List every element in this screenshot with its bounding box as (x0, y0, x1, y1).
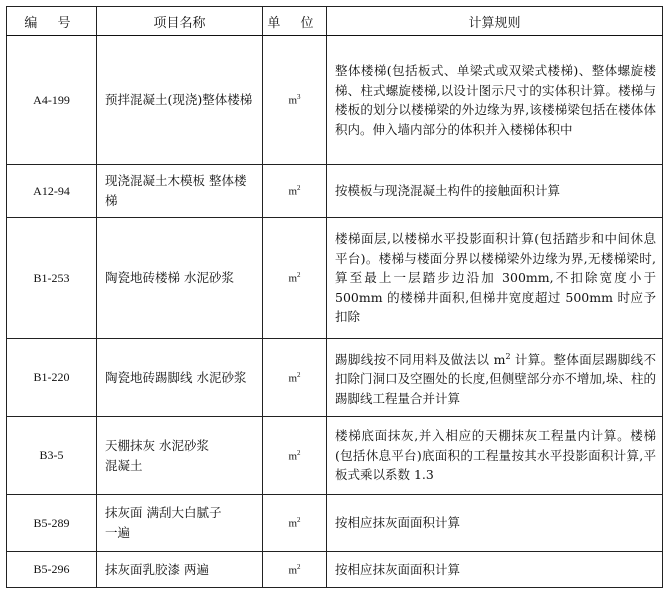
row-unit (263, 218, 327, 339)
row-unit (263, 552, 327, 588)
table-row (7, 36, 663, 165)
unit-base: m (288, 94, 298, 107)
row-code: B1-253 (7, 218, 97, 339)
row-name: 现浇混凝土木模板 整体楼梯 (97, 165, 263, 218)
quota-table-container (6, 6, 662, 588)
table-row (7, 552, 663, 588)
row-name: 预拌混凝土(现浇)整体楼梯 (97, 36, 263, 165)
row-name-line-1: 天棚抹灰 水泥砂浆 (105, 437, 209, 453)
unit-power: 2 (297, 370, 301, 379)
row-name: 陶瓷地砖踢脚线 水泥砂浆 (97, 339, 263, 417)
header-name: 项目名称 (97, 7, 263, 36)
rule-text-after: 计算。整体面层踢脚线不扣除门洞口及空圈处的长度,但侧壁部分亦不增加,垛、柱的踢脚线工程量合并计算 (335, 351, 656, 406)
row-code: B5-289 (7, 495, 97, 552)
table-row (7, 495, 663, 552)
row-rule: 按相应抹灰面面积计算 (327, 552, 663, 588)
row-rule: 楼梯底面抹灰,并入相应的天棚抹灰工程量内计算。楼梯(包括休息平台)底面积的工程量按其水平投影面积计算,平板式乘以系数 1.3 (327, 417, 663, 495)
row-name-line-2: 混凝土 (105, 457, 143, 473)
unit-power: 3 (297, 93, 301, 102)
row-unit (263, 36, 327, 165)
unit-power: 2 (297, 562, 301, 571)
row-rule: 整体楼梯(包括板式、单梁式或双梁式楼梯)、整体螺旋楼梯、柱式螺旋楼梯,以设计图示尺寸的实体积计算。楼梯与楼板的划分以楼梯梁的外边缘为界,该楼梯梁包括在楼体体积内。伸入墙内部分的体积并入楼梯体积中 (327, 36, 663, 165)
row-code: A12-94 (7, 165, 97, 218)
row-unit (263, 417, 327, 495)
unit-power: 2 (297, 184, 301, 193)
row-rule: 楼梯面层,以楼梯水平投影面积计算(包括踏步和中间休息平台)。楼梯与楼面分界以楼梯梁外边缘为界,无楼梯梁时,算至最上一层踏步边沿加 300mm,不扣除宽度小于 500mm 的楼梯井面积,但梯井宽度超过 500mm 时应予扣除 (327, 218, 663, 339)
unit-base: m (288, 450, 298, 463)
header-code: 编 号 (7, 7, 97, 36)
table-row (7, 339, 663, 417)
row-rule: 按模板与现浇混凝土构件的接触面积计算 (327, 165, 663, 218)
row-unit (263, 495, 327, 552)
row-code: B5-296 (7, 552, 97, 588)
table-row (7, 417, 663, 495)
row-rule (327, 339, 663, 417)
unit-power: 2 (297, 271, 301, 280)
rule-text-before: 踢脚线按不同用料及做法以 m (335, 351, 506, 367)
unit-base: m (288, 517, 298, 530)
header-unit: 单 位 (263, 7, 327, 36)
unit-power: 2 (297, 516, 301, 525)
row-name-line-1: 抹灰面 满刮大白腻子 (105, 505, 222, 520)
rule-unit-power: 2 (505, 351, 511, 361)
table-header-row (7, 7, 663, 36)
table-row (7, 218, 663, 339)
row-name (97, 495, 263, 552)
row-unit (263, 165, 327, 218)
header-rule: 计算规则 (327, 7, 663, 36)
unit-power: 2 (297, 448, 301, 457)
unit-base: m (288, 185, 298, 198)
row-name: 陶瓷地砖楼梯 水泥砂浆 (97, 218, 263, 339)
unit-base: m (288, 272, 298, 285)
unit-base: m (288, 372, 298, 385)
table-row (7, 165, 663, 218)
row-code: B3-5 (7, 417, 97, 495)
row-unit (263, 339, 327, 417)
quota-rules-table (6, 6, 663, 588)
row-rule: 按相应抹灰面面积计算 (327, 495, 663, 552)
unit-base: m (288, 564, 298, 577)
row-code: A4-199 (7, 36, 97, 165)
row-name: 抹灰面乳胶漆 两遍 (97, 552, 263, 588)
row-code: B1-220 (7, 339, 97, 417)
row-name-line-2: 一遍 (105, 525, 131, 540)
row-name (97, 417, 263, 495)
